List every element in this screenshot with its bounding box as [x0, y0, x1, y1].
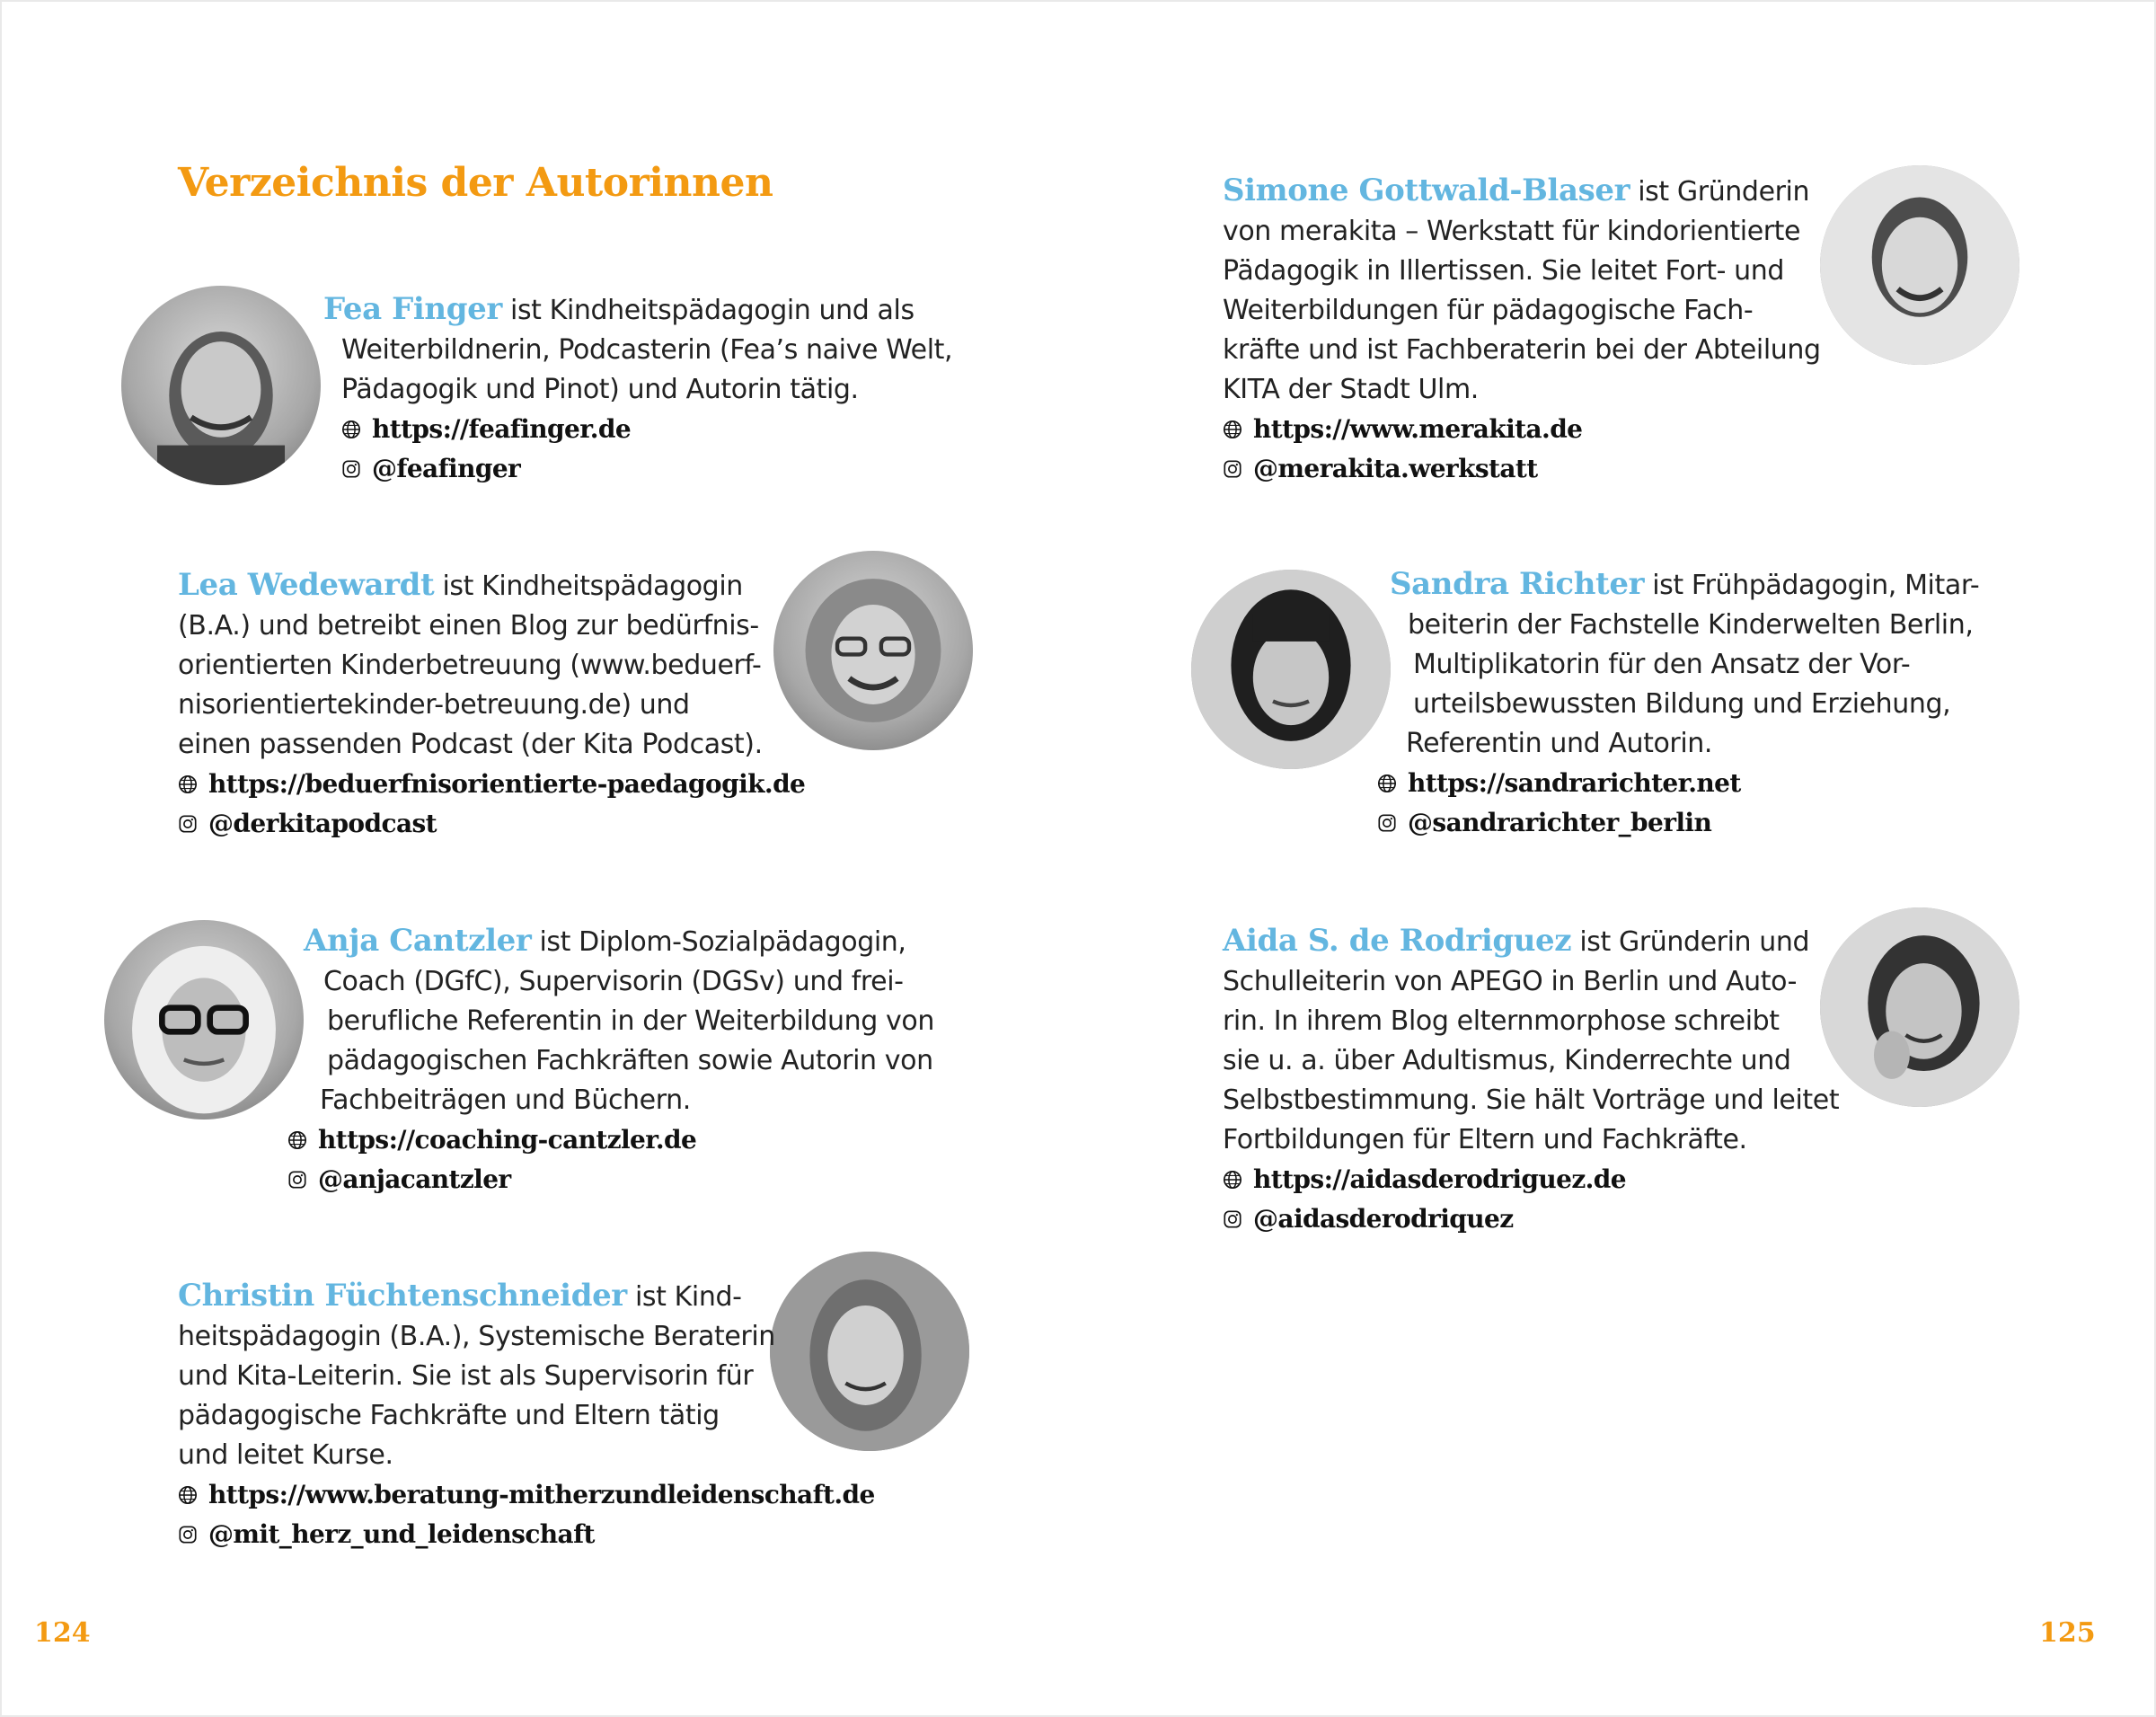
author-entry [1223, 921, 1839, 1239]
globe-icon [287, 1130, 307, 1150]
instagram-handle: @derkitapodcast [208, 809, 437, 838]
author-name: Christin Füchtenschneider [178, 1278, 627, 1314]
instagram-link[interactable] [287, 1160, 934, 1199]
bio-line: Coach (DGfC), Supervisorin (DGSv) und frei- [323, 966, 904, 997]
bio-line: heitspädagogin (B.A.), Systemische Beraterin [178, 1321, 775, 1352]
bio-line: KITA der Stadt Ulm. [1223, 374, 1479, 405]
bio-line: (B.A.) und betreibt einen Blog zur bedürfnis- [178, 610, 759, 642]
portrait-simone-gottwald-blaser [1820, 165, 2019, 365]
instagram-link[interactable] [1223, 1199, 1839, 1239]
website-url: https://www.beratung-mitherzundleidenschaft.de [208, 1480, 875, 1509]
bio-line: ist Gründerin und [1579, 926, 1810, 958]
website-url: https://coaching-cantzler.de [318, 1125, 697, 1155]
instagram-link[interactable] [1223, 449, 1821, 489]
author-name: Lea Wedewardt [178, 567, 435, 603]
page-title: Verzeichnis der Autorinnen [178, 160, 773, 206]
website-link[interactable] [287, 1120, 934, 1160]
instagram-icon [1377, 813, 1397, 833]
author-name: Aida S. de Rodriguez [1223, 923, 1572, 959]
bio-line: Fortbildungen für Eltern und Fachkräfte. [1223, 1124, 1747, 1155]
website-link[interactable] [178, 1475, 875, 1515]
instagram-handle: @mit_herz_und_leidenschaft [208, 1519, 595, 1549]
instagram-handle: @merakita.werkstatt [1253, 454, 1538, 483]
instagram-icon [178, 1525, 198, 1544]
bio-line: urteilsbewussten Bildung und Erziehung, [1413, 688, 1951, 720]
author-name: Sandra Richter [1390, 566, 1645, 602]
portrait-aida-de-rodriguez [1820, 907, 2019, 1107]
bio-line: Selbstbestimmung. Sie hält Vorträge und leitet [1223, 1084, 1840, 1116]
website-url: https://aidasderodriguez.de [1253, 1164, 1626, 1194]
author-entry [1223, 171, 1821, 489]
instagram-icon [287, 1170, 307, 1190]
website-url: https://feafinger.de [372, 414, 632, 444]
bio-line: Schulleiterin von APEGO in Berlin und Auto- [1223, 966, 1798, 997]
instagram-handle: @anjacantzler [318, 1164, 511, 1194]
portrait-sandra-richter [1191, 570, 1391, 769]
page-number-left: 124 [34, 1617, 91, 1649]
author-name: Simone Gottwald-Blaser [1223, 173, 1630, 208]
website-link[interactable] [1377, 764, 1979, 803]
bio-line: Weiterbildnerin, Podcasterin (Fea’s naive Welt, [341, 334, 953, 366]
bio-line: rin. In ihrem Blog elternmorphose schreibt [1223, 1005, 1780, 1037]
globe-icon [1377, 774, 1397, 793]
website-url: https://www.merakita.de [1253, 414, 1583, 444]
bio-line: nisorientiertekinder-betreuung.de) und [178, 689, 690, 721]
bio-line: ist Kind- [634, 1281, 742, 1313]
author-name: Anja Cantzler [304, 923, 532, 959]
instagram-icon [1223, 1209, 1242, 1229]
globe-icon [341, 420, 361, 439]
bio-line: Pädagogik und Pinot) und Autorin tätig. [341, 374, 859, 405]
instagram-icon [178, 814, 198, 834]
bio-line: ist Frühpädagogin, Mitar- [1652, 570, 1980, 601]
portrait-anja-cantzler [104, 920, 304, 1120]
bio-line: pädagogischen Fachkräften sowie Autorin von [327, 1045, 933, 1076]
instagram-icon [341, 459, 361, 479]
bio-line: orientierten Kinderbetreuung (www.beduerf- [178, 650, 762, 681]
globe-icon [1223, 1170, 1242, 1190]
author-entry [323, 289, 952, 489]
website-link[interactable] [341, 410, 952, 449]
instagram-handle: @sandrarichter_berlin [1408, 808, 1712, 837]
bio-line: Weiterbildungen für pädagogische Fach- [1223, 295, 1754, 326]
book-spread [2, 2, 2154, 1715]
instagram-link[interactable] [341, 449, 952, 489]
bio-line: ist Kindheitspädagogin [442, 571, 743, 602]
author-name: Fea Finger [323, 291, 502, 327]
globe-icon [178, 774, 198, 794]
website-link[interactable] [1223, 1160, 1839, 1199]
instagram-link[interactable] [178, 1515, 875, 1554]
bio-line: einen passenden Podcast (der Kita Podcast). [178, 729, 763, 760]
bio-line: und Kita-Leiterin. Sie ist als Supervisorin für [178, 1360, 754, 1392]
portrait-fea-finger [121, 286, 321, 485]
instagram-handle: @aidasderodriquez [1253, 1204, 1514, 1234]
bio-line: Pädagogik in Illertissen. Sie leitet Fort- und [1223, 255, 1785, 287]
bio-line: kräfte und ist Fachberaterin bei der Abteilung [1223, 334, 1821, 366]
bio-line: ist Gründerin [1638, 176, 1810, 208]
bio-line: Multiplikatorin für den Ansatz der Vor- [1413, 649, 1911, 680]
author-entry [304, 921, 934, 1199]
bio-line: sie u. a. über Adultismus, Kinderrechte und [1223, 1045, 1791, 1076]
bio-line: pädagogische Fachkräfte und Eltern tätig [178, 1400, 720, 1431]
globe-icon [1223, 420, 1242, 439]
bio-line: berufliche Referentin in der Weiterbildung von [327, 1005, 934, 1037]
bio-line: Fachbeiträgen und Büchern. [320, 1084, 691, 1116]
website-link[interactable] [1223, 410, 1821, 449]
bio-line: von merakita – Werkstatt für kindorientierte [1223, 216, 1801, 247]
bio-line: ist Kindheitspädagogin und als [510, 295, 915, 326]
globe-icon [178, 1485, 198, 1505]
instagram-link[interactable] [1377, 803, 1979, 843]
instagram-handle: @feafinger [372, 454, 521, 483]
website-url: https://beduerfnisorientierte-paedagogik.de [208, 769, 806, 799]
bio-line: ist Diplom-Sozialpädagogin, [539, 926, 906, 958]
website-url: https://sandrarichter.net [1408, 768, 1741, 798]
instagram-link[interactable] [178, 804, 805, 844]
bio-line: Referentin und Autorin. [1406, 728, 1713, 759]
author-entry [1390, 564, 1979, 843]
author-entry [178, 1276, 875, 1554]
author-entry [178, 565, 805, 844]
bio-line: beiterin der Fachstelle Kinderwelten Berlin, [1408, 609, 1974, 641]
bio-line: und leitet Kurse. [178, 1439, 393, 1471]
website-link[interactable] [178, 765, 805, 804]
page-number-right: 125 [2039, 1617, 2096, 1649]
instagram-icon [1223, 459, 1242, 479]
